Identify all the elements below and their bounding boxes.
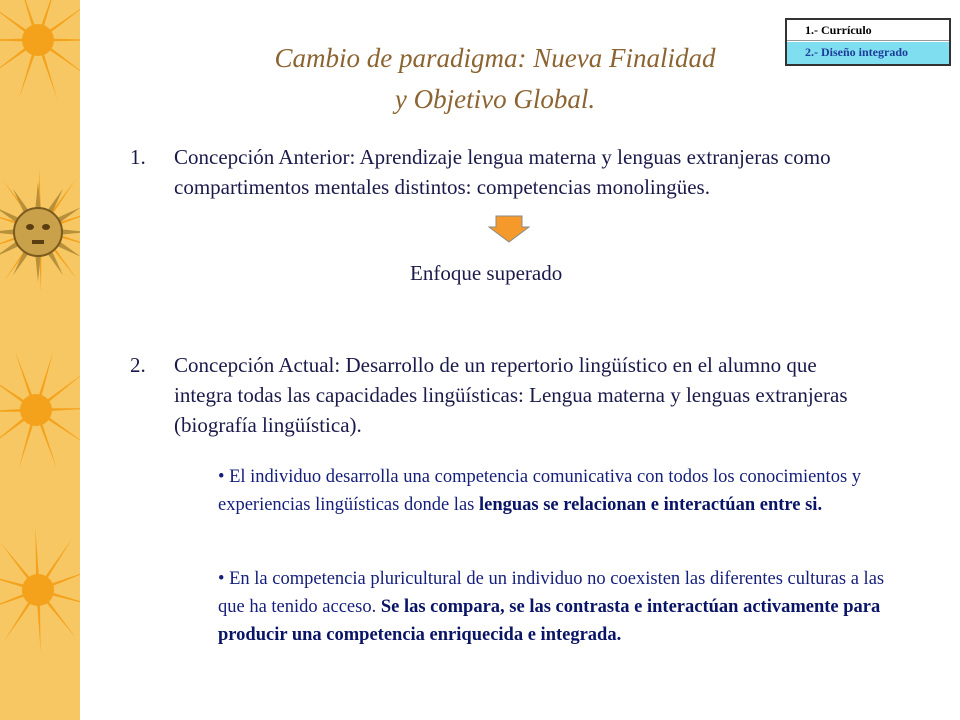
decorative-sidebar	[0, 0, 80, 720]
sun-pattern	[0, 0, 80, 720]
point-2-number: 2.	[130, 353, 146, 377]
sun-icon	[0, 0, 80, 99]
nav-item-curriculo[interactable]: 1.- Currículo	[787, 20, 949, 41]
bullet-2	[218, 565, 908, 649]
point-2-text: Concepción Actual: Desarrollo de un repertorio lingüístico en el alumno que integra todas las capacidades lingüísticas: Lengua materna y lenguas extranjeras (biografía lingüística).	[174, 353, 848, 437]
title-line-2: y Objetivo Global.	[394, 84, 596, 114]
section-nav	[785, 18, 951, 66]
bullet-1-text: • El individuo desarrolla una competencia comunicativa con todos los conocimientos y experiencias lingüísticas donde las	[218, 467, 862, 515]
bullet-2-text: • En la competencia pluricultural de un individuo no coexisten las diferentes culturas a las que ha tenido acceso.	[218, 569, 885, 617]
sun-icon	[0, 351, 80, 470]
sun-icon	[0, 528, 80, 652]
bullet-1	[218, 463, 908, 519]
point-1-text: Concepción Anterior: Aprendizaje lengua materna y lenguas extranjeras como compartimentos mentales distintos: competencias monolingües.	[174, 145, 831, 199]
bullet-1-emphasis: lenguas se relacionan e interactúan entre si.	[478, 495, 823, 515]
slide-title	[190, 38, 800, 120]
enfoque-superado-label: Enfoque superado	[410, 261, 563, 285]
title-line-1: Cambio de paradigma: Nueva Finalidad	[274, 43, 716, 73]
nav-item-diseno-integrado[interactable]: 2.- Diseño integrado	[787, 42, 949, 64]
down-arrow-icon	[488, 215, 530, 243]
bullet-2-emphasis: Se las compara, se las contrasta e interactúan activamente para producir una competencia enriquecida e integrada.	[218, 597, 881, 645]
point-1-number: 1.	[130, 145, 146, 169]
